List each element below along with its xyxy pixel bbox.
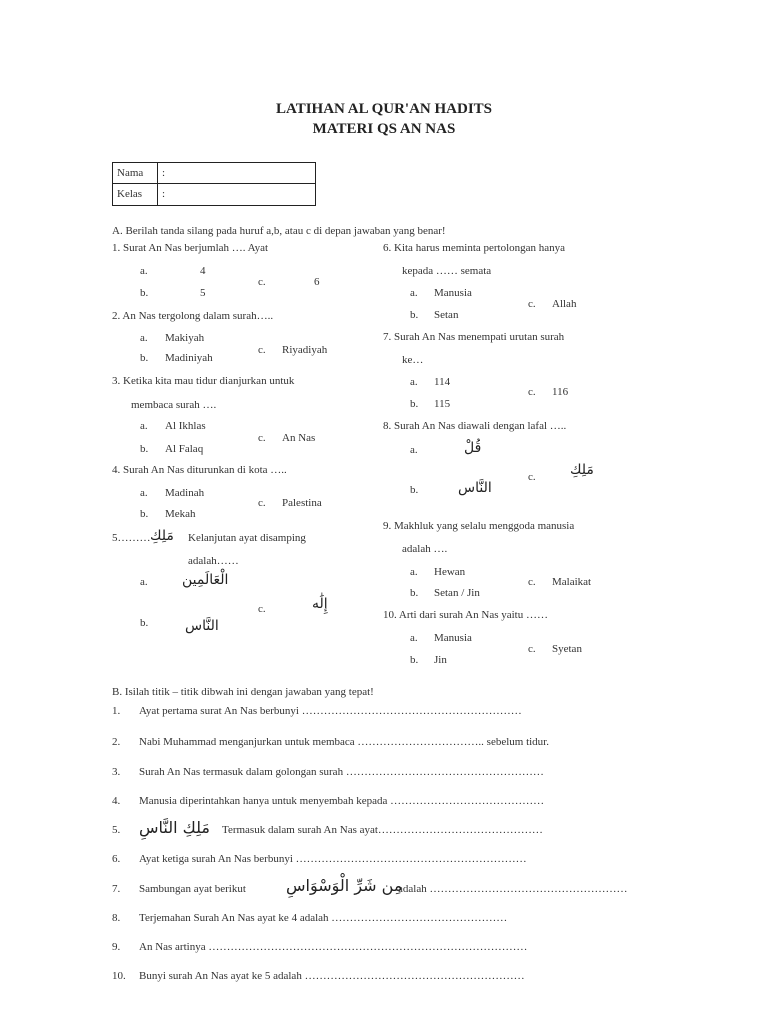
- q5-option-c: إِلَٰه: [312, 596, 328, 612]
- q4-option-b: Mekah: [165, 508, 196, 520]
- q3-option-c-letter[interactable]: c.: [258, 432, 266, 444]
- q8-option-c: مَلِكِ: [570, 462, 594, 478]
- q1-option-c-letter[interactable]: c.: [258, 276, 266, 288]
- q9-text-line1: 9. Makhluk yang selalu menggoda manusia: [383, 520, 575, 532]
- q8-option-a-letter[interactable]: a.: [410, 444, 418, 456]
- b4-number: 4.: [112, 795, 121, 807]
- q9-option-a-letter[interactable]: a.: [410, 566, 418, 578]
- q9-option-c-letter[interactable]: c.: [528, 576, 536, 588]
- q3-option-c: An Nas: [282, 432, 316, 444]
- q9-text-line2: adalah ….: [402, 543, 448, 555]
- q10-text: 10. Arti dari surah An Nas yaitu ……: [383, 609, 548, 621]
- q1-option-c: 6: [314, 276, 320, 288]
- kelas-row[interactable]: [113, 184, 315, 204]
- q2-option-a-letter[interactable]: a.: [140, 332, 148, 344]
- b7-arabic: مِن شَرِّ الْوَسْوَاسِ: [286, 876, 403, 895]
- q2-option-c: Riyadiyah: [282, 344, 328, 356]
- b10-text: Bunyi surah An Nas ayat ke 5 adalah ……………………………………………………: [139, 970, 525, 982]
- b5-number: 5.: [112, 824, 121, 836]
- q1-option-a: 4: [200, 265, 206, 277]
- q5-option-b-letter[interactable]: b.: [140, 617, 149, 629]
- q7-option-a-letter[interactable]: a.: [410, 376, 418, 388]
- kelas-label: Kelas: [117, 188, 143, 200]
- q4-option-c-letter[interactable]: c.: [258, 497, 266, 509]
- q1-option-a-letter[interactable]: a.: [140, 265, 148, 277]
- b7-number: 7.: [112, 883, 121, 895]
- q5-option-a-letter[interactable]: a.: [140, 576, 148, 588]
- q5-option-c-letter[interactable]: c.: [258, 603, 266, 615]
- q2-option-c-letter[interactable]: c.: [258, 344, 266, 356]
- page-subtitle: MATERI QS AN NAS: [312, 121, 456, 137]
- q5-text-line2: adalah……: [188, 555, 239, 567]
- nama-label: Nama: [117, 167, 144, 179]
- q4-option-b-letter[interactable]: b.: [140, 508, 149, 520]
- q6-option-b-letter[interactable]: b.: [410, 309, 419, 321]
- identity-divider: [157, 163, 158, 205]
- b7-text: Sambungan ayat berikut: [139, 883, 246, 895]
- q1-text: 1. Surat An Nas berjumlah …. Ayat: [112, 242, 269, 254]
- b5-text: Termasuk dalam surah An Nas ayat………………………………………: [222, 824, 543, 836]
- q3-option-a: Al Ikhlas: [165, 420, 206, 432]
- b6-text: Ayat ketiga surah An Nas berbunyi ………………………………………………………: [139, 853, 527, 865]
- q7-option-b-letter[interactable]: b.: [410, 398, 419, 410]
- q5-option-b: النَّاس: [185, 618, 219, 634]
- q9-option-b-letter[interactable]: b.: [410, 587, 419, 599]
- q2-option-a: Makiyah: [165, 332, 205, 344]
- q5-option-a: الْعَالَمِين: [182, 572, 229, 588]
- q10-option-c-letter[interactable]: c.: [528, 643, 536, 655]
- q10-option-a-letter[interactable]: a.: [410, 632, 418, 644]
- q2-option-b-letter[interactable]: b.: [140, 352, 149, 364]
- q4-text: 4. Surah An Nas diturunkan di kota …..: [112, 464, 287, 476]
- kelas-colon: :: [162, 188, 166, 200]
- b3-number: 3.: [112, 766, 121, 778]
- q6-text-line1: 6. Kita harus meminta pertolongan hanya: [383, 242, 566, 254]
- nama-colon: :: [162, 167, 166, 179]
- b9-number: 9.: [112, 941, 121, 953]
- b3-text: Surah An Nas termasuk dalam golongan surah ………………………………………………: [139, 766, 544, 778]
- q7-option-b: 115: [434, 398, 451, 410]
- q8-option-a: قُلْ: [464, 440, 482, 456]
- q4-option-a-letter[interactable]: a.: [140, 487, 148, 499]
- q3-text-line2: membaca surah ….: [131, 399, 217, 411]
- q8-option-b: النَّاس: [458, 480, 492, 496]
- q9-option-a: Hewan: [434, 566, 466, 578]
- b2-number: 2.: [112, 736, 121, 748]
- q6-option-a-letter[interactable]: a.: [410, 287, 418, 299]
- b6-number: 6.: [112, 853, 121, 865]
- section-b-instruction: B. Isilah titik – titik dibwah ini dengan jawaban yang tepat!: [112, 686, 374, 698]
- q7-option-a: 114: [434, 376, 451, 388]
- b1-number: 1.: [112, 705, 121, 717]
- q4-option-c: Palestina: [282, 497, 322, 509]
- q1-option-b: 5: [200, 287, 206, 299]
- q9-option-b: Setan / Jin: [434, 587, 480, 599]
- q7-option-c-letter[interactable]: c.: [528, 386, 536, 398]
- q4-option-a: Madinah: [165, 487, 205, 499]
- b9-text: An Nas artinya ……………………………………………………………………………: [139, 941, 528, 953]
- q8-option-c-letter[interactable]: c.: [528, 471, 536, 483]
- q7-option-c: 116: [552, 386, 569, 398]
- q5-number: 5………: [112, 532, 151, 544]
- b5-arabic: مَلِكِ النَّاسِ: [139, 818, 210, 837]
- page-title: LATIHAN AL QUR'AN HADITS: [275, 101, 492, 117]
- q3-option-b: Al Falaq: [165, 443, 204, 455]
- b8-text: Terjemahan Surah An Nas ayat ke 4 adalah …………………………………………: [139, 912, 508, 924]
- q2-text: 2. An Nas tergolong dalam surah…..: [112, 310, 274, 322]
- q3-option-b-letter[interactable]: b.: [140, 443, 149, 455]
- b4-text: Manusia diperintahkan hanya untuk menyembah kepada ……………………………………: [139, 795, 545, 807]
- section-a-instruction: A. Berilah tanda silang pada huruf a,b, atau c di depan jawaban yang benar!: [112, 225, 446, 237]
- q8-option-b-letter[interactable]: b.: [410, 484, 419, 496]
- q10-option-c: Syetan: [552, 643, 582, 655]
- q9-option-c: Malaikat: [552, 576, 592, 588]
- q6-option-b: Setan: [434, 309, 459, 321]
- q7-text-line2: ke…: [402, 354, 424, 366]
- q5-text-line1: Kelanjutan ayat disamping: [188, 532, 306, 544]
- b8-number: 8.: [112, 912, 121, 924]
- b1-text: Ayat pertama surat An Nas berbunyi ……………………………………………………: [139, 705, 522, 717]
- q6-option-c: Allah: [552, 298, 577, 310]
- q3-option-a-letter[interactable]: a.: [140, 420, 148, 432]
- q3-text-line1: 3. Ketika kita mau tidur dianjurkan untuk: [112, 375, 295, 387]
- q2-option-b: Madiniyah: [165, 352, 213, 364]
- q10-option-a: Manusia: [434, 632, 472, 644]
- b2-text: Nabi Muhammad menganjurkan untuk membaca …………………………….. sebelum tidur.: [139, 736, 549, 748]
- q6-text-line2: kepada …… semata: [402, 265, 492, 277]
- identity-box: [112, 162, 316, 206]
- q10-option-b-letter[interactable]: b.: [410, 654, 419, 666]
- q8-text: 8. Surah An Nas diawali dengan lafal …..: [383, 420, 567, 432]
- b7-text-after: adalah ………………………………………………: [398, 883, 628, 895]
- q7-text-line1: 7. Surah An Nas menempati urutan surah: [383, 331, 565, 343]
- nama-row[interactable]: [113, 163, 315, 184]
- q6-option-c-letter[interactable]: c.: [528, 298, 536, 310]
- q10-option-b: Jin: [434, 654, 447, 666]
- q1-option-b-letter[interactable]: b.: [140, 287, 149, 299]
- q5-arabic-prompt: مَلِكِ: [150, 528, 174, 544]
- q6-option-a: Manusia: [434, 287, 472, 299]
- b10-number: 10.: [112, 970, 126, 982]
